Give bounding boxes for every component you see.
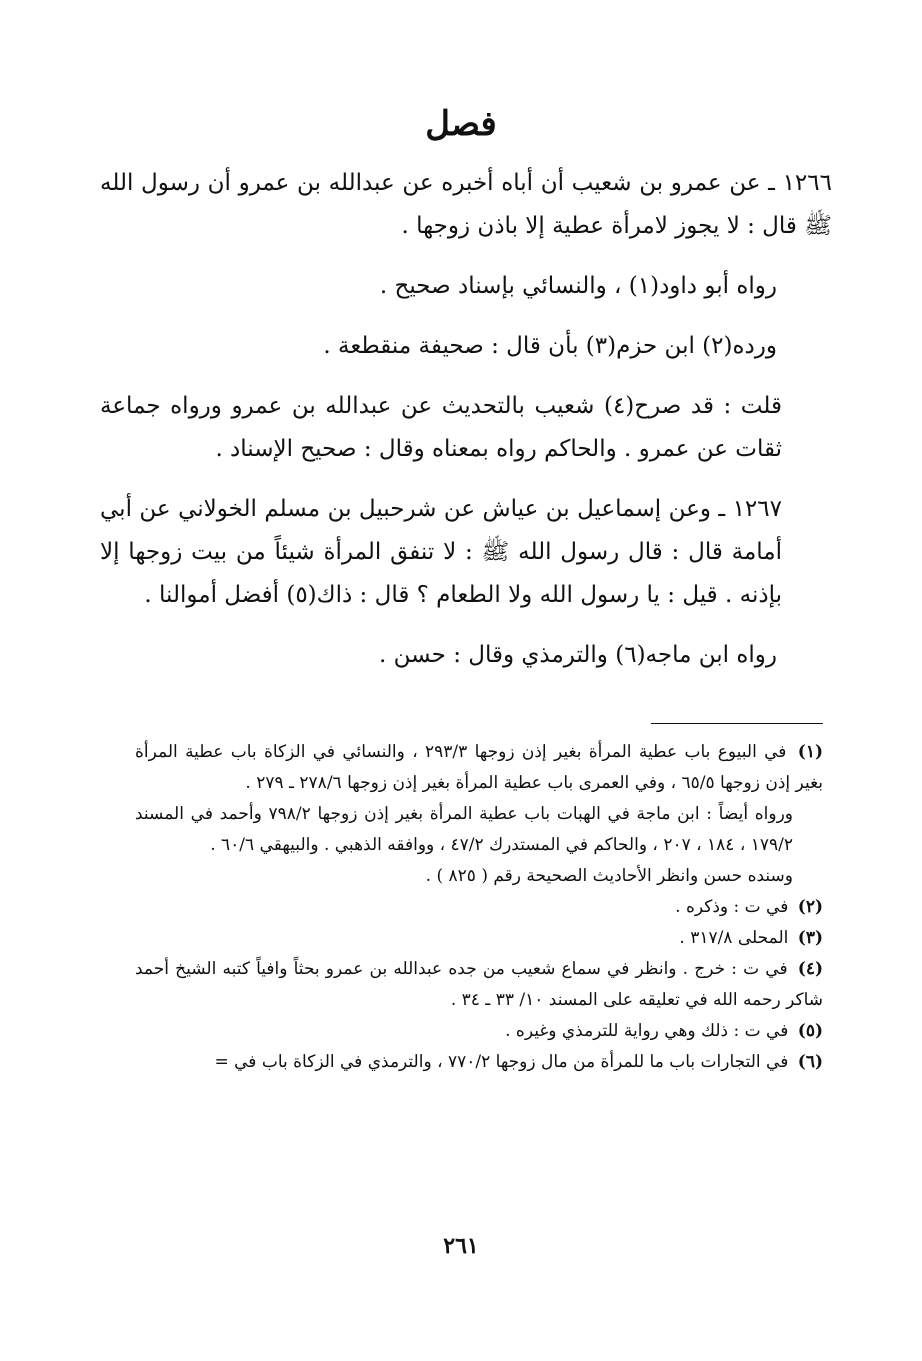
footnote-number: (٦) — [797, 1052, 823, 1072]
footnote-number: (٣) — [797, 928, 823, 948]
hadith-1266: ١٢٦٦ ـ عن عمرو بن شعيب أن أباه أخبره عن عبدالله بن عمرو أن رسول الله ﷺ قال : لا يجوز لامرأة عطية إلا باذن زوجها . — [100, 170, 832, 239]
ibn-hazm-objection: ورده(٢) ابن حزم(٣) بأن قال : صحيفة منقطعة . — [323, 333, 777, 359]
footnote-text: في البيوع باب عطية المرأة بغير إذن زوجها ٢٩٣/٣ ، والنسائي في الزكاة باب عطية المرأة بغير إذن زوجها ٦٥/٥ ، وفي العمرى باب عطية المرأة بغير إذن زوجها ٢٧٨/٦ ـ ٢٧٩ . — [135, 742, 823, 793]
hadith-1267: ١٢٦٧ ـ وعن إسماعيل بن عياش عن شرحبيل بن مسلم الخولاني عن أبي أمامة قال : قال رسول الله ﷺ : لا تنفق المرأة شيئاً من بيت زوجها إلا بإذنه . قيل : يا رسول الله ولا الطعام ؟ قال : ذاك(٥) أفضل أموالنا . — [100, 496, 782, 608]
footnote-5 — [135, 1016, 823, 1047]
footnote-1-continuation: ورواه أيضاً : ابن ماجة في الهبات باب عطية المرأة بغير إذن زوجها ٧٩٨/٢ وأحمد في المسند ١٧٩/٢ ، ١٨٤ ، ٢٠٧ ، والحاكم في المستدرك ٤٧/٢ ، ووافقه الذهبي . والبيهقي ٦٠/٦ . — [135, 804, 793, 855]
footnote-4 — [135, 954, 823, 1016]
main-text — [100, 162, 832, 694]
footnote-text: في التجارات باب ما للمرأة من مال زوجها ٧٧٠/٢ ، والترمذي في الزكاة باب في = — [214, 1052, 789, 1072]
section-heading: فصل — [425, 104, 497, 144]
footnote-number: (٤) — [797, 959, 824, 979]
narration-source-1: رواه أبو داود(١) ، والنسائي بإسناد صحيح . — [379, 273, 777, 299]
footnote-1 — [135, 737, 823, 799]
footnote-number: (١) — [797, 742, 823, 762]
author-comment: قلت : قد صرح(٤) شعيب بالتحديث عن عبدالله بن عمرو ورواه جماعة ثقات عن عمرو . والحاكم رواه بمعناه وقال : صحيح الإسناد . — [100, 393, 783, 462]
footnote-2 — [135, 892, 823, 923]
footnotes — [135, 737, 823, 1078]
footnote-3 — [135, 923, 823, 954]
footnote-text: في ت : ذلك وهي رواية للترمذي وغيره . — [505, 1021, 789, 1041]
footnote-1-isnad: وسنده حسن وانظر الأحاديث الصحيحة رقم ( ٨٢٥ ) . — [425, 866, 793, 886]
footnote-separator — [651, 723, 823, 724]
footnote-number: (٥) — [797, 1021, 823, 1041]
footnote-text: في ت : خرج . وانظر في سماع شعيب من جده عبدالله بن عمرو بحثاً وافياً كتبه الشيخ أحمد شاكر رحمه الله في تعليقه على المسند ١٠/ ٣٣ ـ ٣٤ . — [135, 959, 823, 1010]
narration-source-2: رواه ابن ماجه(٦) والترمذي وقال : حسن . — [379, 642, 777, 668]
footnote-text: المحلى ٣١٧/٨ . — [679, 928, 789, 948]
page-number: ٢٦١ — [443, 1233, 479, 1259]
footnote-6 — [135, 1047, 823, 1078]
footnote-text: في ت : وذكره . — [675, 897, 789, 917]
footnote-number: (٢) — [797, 897, 823, 917]
